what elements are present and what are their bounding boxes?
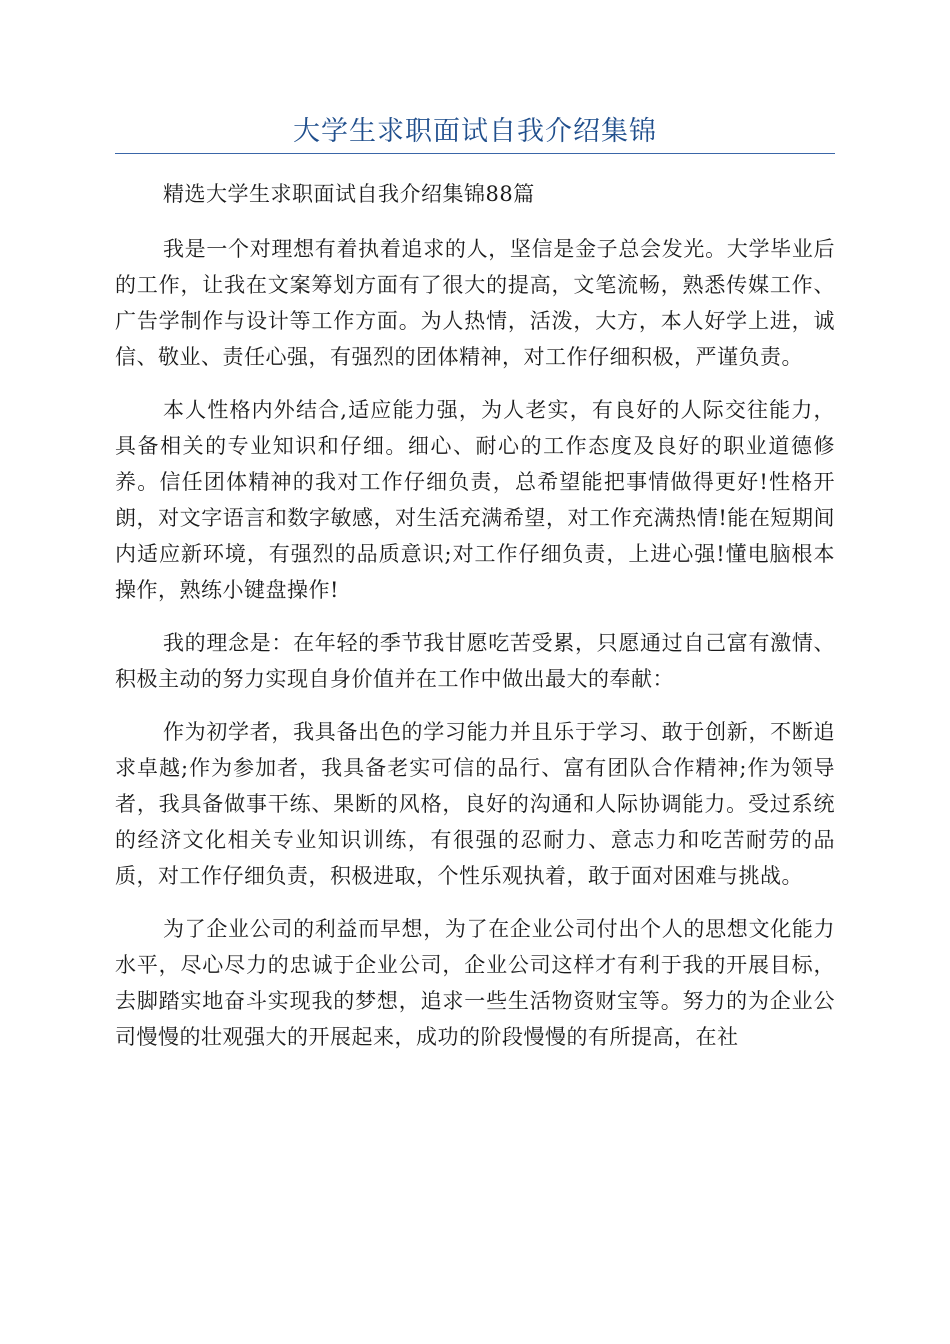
paragraph: 我的理念是：在年轻的季节我甘愿吃苦受累，只愿通过自己富有激情、积极主动的努力实现自身价值并在工作中做出最大的奉献： bbox=[115, 631, 835, 691]
document-title: 大学生求职面试自我介绍集锦 bbox=[293, 116, 657, 147]
paragraph: 作为初学者，我具备出色的学习能力并且乐于学习、敢于创新，不断追求卓越;作为参加者，我具备老实可信的品行、富有团队合作精神;作为领导者，我具备做事干练、果断的风格，良好的沟通和人际协调能力。受过系统的经济文化相关专业知识训练，有很强的忍耐力、意志力和吃苦耐劳的品质，对工作仔细负责，积极进取，个性乐观执着，敢于面对困难与挑战。 bbox=[115, 720, 835, 888]
paragraph: 为了企业公司的利益而早想，为了在企业公司付出个人的思想文化能力水平，尽心尽力的忠诚于企业公司，企业公司这样才有利于我的开展目标，去脚踏实地奋斗实现我的梦想，追求一些生活物资财宝等。努力的为企业公司慢慢的壮观强大的开展起来，成功的阶段慢慢的有所提高，在社 bbox=[115, 917, 835, 1049]
document-subtitle: 精选大学生求职面试自我介绍集锦88篇 bbox=[163, 182, 535, 206]
title-underline bbox=[115, 153, 835, 154]
document-body bbox=[115, 176, 835, 1072]
paragraph: 本人性格内外结合,适应能力强，为人老实，有良好的人际交往能力，具备相关的专业知识和仔细。细心、耐心的工作态度及良好的职业道德修养。信任团体精神的我对工作仔细负责，总希望能把事情做得更好!性格开朗，对文字语言和数字敏感，对生活充满希望，对工作充满热情!能在短期间内适应新环境，有强烈的品质意识;对工作仔细负责，上进心强!懂电脑根本操作，熟练小键盘操作! bbox=[115, 398, 835, 602]
paragraph: 我是一个对理想有着执着追求的人，坚信是金子总会发光。大学毕业后的工作，让我在文案筹划方面有了很大的提高，文笔流畅，熟悉传媒工作、广告学制作与设计等工作方面。为人热情，活泼，大方，本人好学上进，诚信、敬业、责任心强，有强烈的团体精神，对工作仔细积极，严谨负责。 bbox=[115, 237, 835, 369]
